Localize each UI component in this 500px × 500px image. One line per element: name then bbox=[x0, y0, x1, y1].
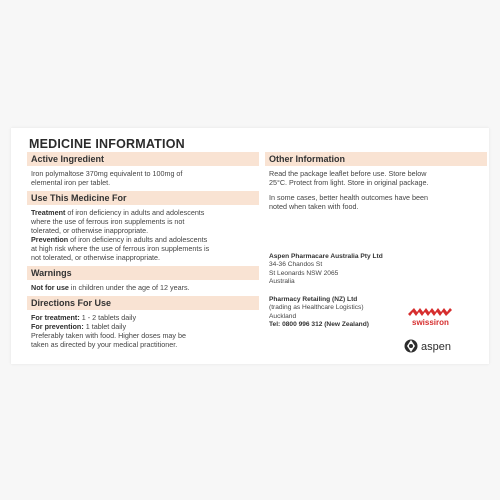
treatment-line3: tolerated, or otherwise inappropriate. bbox=[31, 226, 149, 235]
nz-company: Pharmacy Retailing (NZ) Ltd bbox=[269, 296, 358, 303]
use-section bbox=[27, 191, 259, 266]
prevention-line2: at high risk where the use of ferrous iron supplements is bbox=[31, 244, 210, 253]
active-ingredient-line2: elemental iron per tablet. bbox=[31, 178, 111, 187]
directions-heading: Directions For Use bbox=[27, 296, 259, 310]
medicine-information-panel bbox=[11, 128, 489, 364]
left-column bbox=[27, 152, 259, 353]
other-p2-line1: In some cases, better health outcomes have been bbox=[269, 193, 429, 202]
treatment-line1: of iron deficiency in adults and adolescents bbox=[65, 208, 205, 217]
treatment-line2: where the use of ferrous iron supplements is not bbox=[31, 217, 185, 226]
nz-trading: (trading as Healthcare Logistics) bbox=[269, 304, 364, 312]
directions-treatment-text: 1 - 2 tablets daily bbox=[79, 313, 137, 322]
other-information-heading: Other Information bbox=[265, 152, 487, 166]
australia-address bbox=[269, 253, 409, 286]
active-ingredient-heading: Active Ingredient bbox=[27, 152, 259, 166]
directions-treatment-label: For treatment: bbox=[31, 313, 80, 322]
treatment-label: Treatment bbox=[31, 208, 66, 217]
other-information-section bbox=[265, 152, 487, 215]
aus-street: 34-36 Chandos St bbox=[269, 261, 323, 269]
aspen-wordmark: aspen bbox=[421, 341, 451, 353]
nz-address bbox=[269, 296, 409, 329]
directions-section bbox=[27, 296, 259, 353]
nz-tel: Tel: 0800 996 312 (New Zealand) bbox=[269, 320, 369, 328]
active-ingredient-section bbox=[27, 152, 259, 191]
panel-title: MEDICINE INFORMATION bbox=[29, 137, 185, 151]
active-ingredient-line1: Iron polymaltose 370mg equivalent to 100mg of bbox=[31, 169, 183, 178]
swissiron-logo bbox=[405, 304, 455, 328]
directions-line4: taken as directed by your medical practitioner. bbox=[31, 340, 178, 349]
right-column bbox=[265, 152, 487, 353]
prevention-line1: of iron deficiency in adults and adolescents bbox=[68, 235, 208, 244]
aspen-logo bbox=[403, 335, 463, 355]
warnings-bold: Not for use bbox=[31, 283, 69, 292]
nz-city: Auckland bbox=[269, 312, 297, 320]
prevention-line3: not tolerated, or otherwise inappropriate. bbox=[31, 253, 161, 262]
directions-prevention-label: For prevention: bbox=[31, 322, 84, 331]
warnings-heading: Warnings bbox=[27, 266, 259, 280]
aus-country: Australia bbox=[269, 277, 295, 285]
warnings-section bbox=[27, 266, 259, 296]
aspen-mark-icon bbox=[403, 335, 463, 355]
directions-prevention-text: 1 tablet daily bbox=[83, 322, 127, 331]
swissiron-mark-icon bbox=[405, 304, 455, 328]
other-p1-line2: 25°C. Protect from light. Store in original package. bbox=[269, 178, 429, 187]
directions-line3: Preferably taken with food. Higher doses may be bbox=[31, 331, 187, 340]
swissiron-wordmark: swissiron bbox=[412, 318, 449, 327]
warnings-text: in children under the age of 12 years. bbox=[68, 283, 190, 292]
aus-company: Aspen Pharmacare Australia Pty Ltd bbox=[269, 253, 383, 260]
other-p1-line1: Read the package leaflet before use. Store below bbox=[269, 169, 427, 178]
other-p2-line2: noted when taken with food. bbox=[269, 202, 359, 211]
prevention-label: Prevention bbox=[31, 235, 69, 244]
aus-city: St Leonards NSW 2065 bbox=[269, 269, 339, 277]
use-heading: Use This Medicine For bbox=[27, 191, 259, 205]
